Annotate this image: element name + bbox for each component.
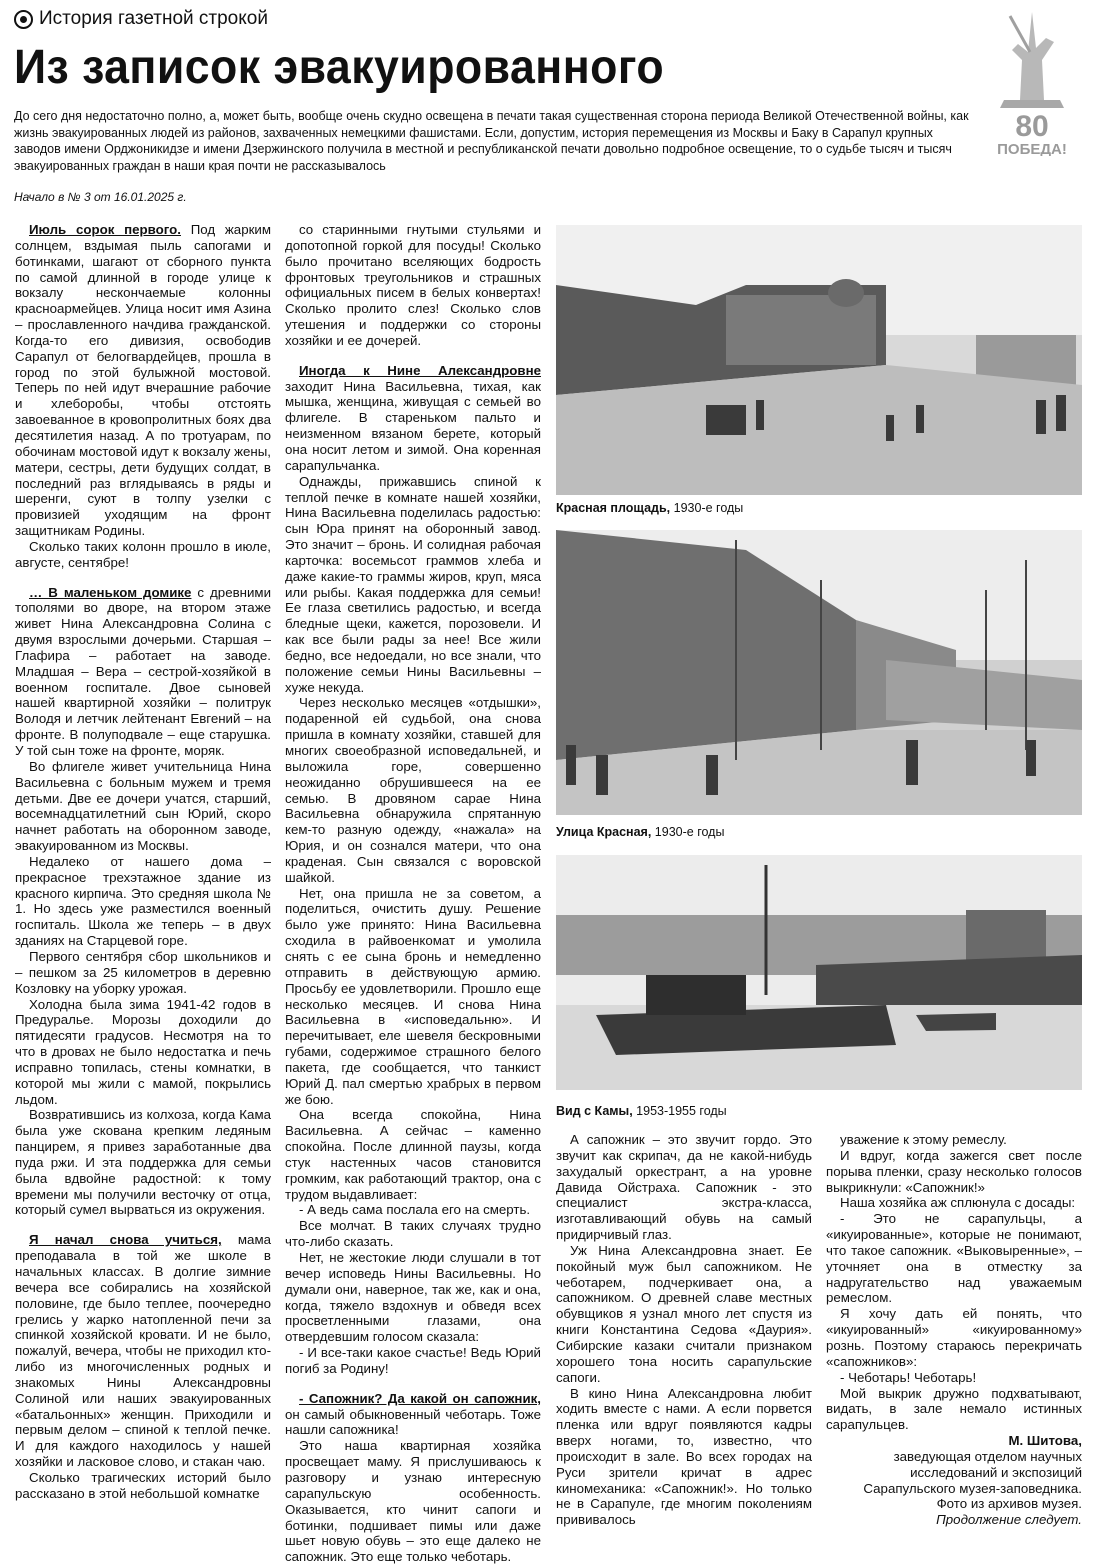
paragraph-text: мама преподавала в той же школе в начальных классах. В долгие зимние вечера все собирались на хозяйской половине, где было теплее, поочередно грелись у жарко натопленной печи за спинкой хозяйской кровати. И не было, пожалуй, вечера, чтобы не приходил кто-либо из многочисленных родных и знакомых Нины Александровны Солиной или наших эвакуированных «батальонных» женщин. Приходили и первым делом – спиной к теплой печке. И для каждого находилось у нашей хозяйки и ласковое слово, и стакан чаю. [15,1232,271,1470]
caption-years: 1953-1955 годы [636,1104,727,1118]
paragraph: - Это не сарапульцы, а «икуированные», которые не понимают, что такое сапожник. «Выковыренные», – уточняет она в отместку за надругательство над уважаемым ремеслом. [826,1211,1082,1306]
photo-red-square [556,225,1082,495]
paragraph: А сапожник – это звучит гордо. Это звучит как скрипач, да не какой-нибудь захудалый оркестрант, а на уровне Давида Ойстраха. Сапожник - это специалист экстра-класса, изготавливающий обувь на самый придирчивый глаз. [556,1132,812,1243]
paragraph-text: он самый обыкновенный чеботарь. Тоже нашли сапожника! [285,1406,541,1438]
paragraph: Наша хозяйка аж сплюнула с досады: [840,1195,1076,1211]
paragraph: Сколько трагических историй было рассказано в этой небольшой комнатке [15,1469,271,1501]
paragraph: И вдруг, когда зажегся свет после порыва пленки, сразу несколько голосов выкрикнули: «Сапожник!» [826,1147,1082,1195]
column-3 [556,1132,812,1528]
paragraph: Нет, она пришла не за советом, а поделиться, очистить душу. Решение было уже принято: Нина Васильевна сходила в райвоенкомат и умолила снять с ее сына бронь и немедленно отправить в действующую армию. Просьбу ее удовлетворили. Прошло еще несколько месяцев. И снова Нина Васильевна в «исповедальню». И перечитывает, еле шевеля бескровными губами, содержимое страшного белого пакета, где сообщается, что танкист Юрий Д. пал смертью храбрых в первом же бою. [285,885,541,1107]
rubric [14,8,268,30]
paragraph: Мой выкрик дружно подхватывают, видать, в зале немало истинных сарапульцев. [826,1385,1082,1433]
paragraph: Сколько таких колонн прошло в июле, августе, сентябре! [15,538,271,570]
author-name: М. Шитова, [1008,1433,1082,1449]
caption-years: 1930-е годы [654,825,725,839]
victory-80-badge [984,8,1080,156]
paragraph [285,363,541,474]
caption-years: 1930-е годы [673,501,744,515]
photo-image [556,855,1082,1090]
badge-word: ПОБЕДА! [997,141,1067,156]
photo-caption [556,825,724,839]
paragraph: Нет, не жестокие люди слушали в тот вечер исповедь Нины Васильевны. Но думали они, наверное, так же, как и она, когда, тяжело вздохнув и обведя всех просветленными глазами, она отвердевшим голосом сказала: [285,1250,541,1345]
paragraph: Это наша квартирная хозяйка просвещает маму. Я прислушиваюсь к разговору и узнаю интересную сарапульскую особенность. Оказывается, кто чинит сапоги и ботинки, подшивает пимы или даже шьет новую обувь – это еще далеко не сапожник. Это еще только чеботарь. [285,1438,541,1565]
paragraph [15,222,271,539]
caption-title: Улица Красная, [556,825,652,839]
section-lead: Июль сорок первого. [29,222,181,237]
column-1 [15,222,271,1502]
paragraph: - И все-таки какое счастье! Ведь Юрий погиб за Родину! [285,1345,541,1376]
paragraph: - А ведь сама послала его на смерть. [299,1202,531,1218]
column-4 [826,1132,1082,1528]
paragraph-text: заходит Нина Васильевна, тихая, как мышка, женщина, живущая с семьей во флигеле. В стареньком пальто и неизменном вязаном берете, который она носит летом и зимой. Она коренная сарапульчанка. [285,378,541,473]
paragraph: Холодна была зима 1941-42 годов в Предуралье. Морозы доходили до пятидесяти градусов. Несмотря на то что в дровах не было недостатка и печь исправно топилась, стены комнатки, в которой мы жили с мамой, покрылись льдом. [15,996,271,1107]
start-note: Начало в № 3 от 16.01.2025 г. [14,190,187,204]
paragraph: Возвратившись из колхоза, когда Кама была уже скована крепким ледяным панцирем, я привез заработанные два пуда ржи. И эта поддержка для семьи была вдвойне радостной: к тому времени мы получили весточку от отца, который сумел вырваться из окружения. [15,1107,271,1218]
caption-title: Красная площадь, [556,501,671,515]
paragraph: Недалеко от нашего дома – прекрасное трехэтажное здание из красного кирпича. Это средняя школа № 1. Но здесь уже разместился военный госпиталь. Школа же теперь – в двух зданиях на Старцевой горе. [15,853,271,949]
badge-number: 80 [1015,110,1049,143]
paragraph: В кино Нина Александровна любит ходить вместе с нами. А если порвется пленка или вдруг появляются кадры вверх ногами, то, известно, что происходит в зале. Во всех городах на Руси зрители кричат в адрес киномеханика: «Сапожник!». Но только не в Сарапуле, где многим поколениям прививалось [556,1385,812,1528]
column-2 [285,222,541,1565]
victory-monument-icon [984,8,1080,156]
section-lead: Иногда к Нине Александровне [299,362,541,378]
photo-credit: Фото из архивов музея. [936,1496,1082,1512]
paragraph: Я хочу дать ей понять, что «икуированный» «икуированному» рознь. Поэтому стараюсь перекричать «сапожников»: [826,1306,1082,1369]
paragraph: Через несколько месяцев «отдышки», подаренной ей судьбой, она снова пришла в комнату хозяйки, ставшей для многих своеобразной исповедальней, и выложила горе, совершенно неожиданно обрушившееся на ее семью. В дровяном сарае Нина Васильевна обнаружила спрятанную кем-то разную одежду, «нажала» на Юрия, и он сознался матери, что она краденая. Сын связался с воровской шайкой. [285,695,541,885]
paragraph [15,585,271,759]
section-lead: Я начал снова учиться, [29,1232,222,1248]
continuation-note: Продолжение следует. [936,1512,1082,1528]
bullet-icon [14,10,33,29]
photo-red-street [556,530,1082,815]
photo-image [556,530,1082,815]
photo-image [556,225,1082,495]
paragraph-text: Под жарким солнцем, вздымая пыль сапогами и ботинками, шагают от сборного пункта по самой длинной в городе улице к вокзалу нескончаемые колонны красноармейцев. Улица носит имя Азина – прославленного начдива гражданской. Когда-то его дивизия, освободив Сарапул от белогвардейцев, прошла в город по этой булыжной мостовой. Теперь по ней идут вчерашние рабочие и хлеборобы, чтобы отстоять завоеванное в кровопролитных боях два десятилетия назад. А по тротуарам, по обочинам мостовой идут к вокзалу жены, матери, сестры, дети будущих солдат, в последний раз вглядываясь в ряды и шеренги, суют в толпу узелки с провизией уходящим на фронт защитникам Родины. [15,222,271,539]
paragraph: Однажды, прижавшись спиной к теплой печке в комнате нашей хозяйки, Нина Васильевна поделилась радостью: сын Юра принят на оборонный завод. Это значит – бронь. И солидная рабочая карточка: восемьсот граммов хлеба и даже какие-то граммы жиров, круп, мяса или рыбы. Какая поддержка для семьи! Ее глаза светились радостью, и всегда бледные щеки, кажется, порозовели. И как все были рады за нее! Все жили бедно, все недоедали, но все знали, что положение семьи Нины Васильевны – хуже некуда. [285,473,541,695]
paragraph: - Чеботарь! Чеботарь! [840,1369,977,1385]
paragraph: Во флигеле живет учительница Нина Васильевна с больным мужем и тремя детьми. Две ее дочери учатся, старший, восемнадцатилетний сын Юрий, скоро начнет работать на оборонном заводе, эвакуированном из Москвы. [15,758,271,854]
author-role: заведующая отделом научных исследований и экспозиций Сарапульского музея-заповедника. [863,1448,1082,1496]
caption-title: Вид с Камы, [556,1104,633,1118]
section-lead: - Сапожник? Да какой он сапожник, [299,1390,541,1406]
paragraph: Первого сентября сбор школьников и – пешком за 25 километров в деревню Козловку на уборку урожая. [15,948,271,996]
paragraph: Уж Нина Александровна знает. Ее покойный муж был сапожником. Не чеботарем, подчеркивает она, а сапожником. О древней славе местных обувщиков я узнал много лет спустя из книги Константина Седова «Даурия». Сибирские казаки считали признаком хорошего тона носить сарапульские сапоги. [556,1242,812,1385]
photo-caption [556,1104,727,1118]
paragraph: уважение к этому ремеслу. [840,1132,1007,1147]
paragraph [285,1391,541,1439]
paragraph: Все молчат. В таких случаях трудно что-либо сказать. [285,1218,541,1250]
paragraph [15,1232,271,1470]
section-lead: … В маленьком домике [29,584,192,600]
paragraph-text: с древними тополями во дворе, на втором этаже живет Нина Александровна Солина с двумя взрослыми дочерьми. Старшая – Глафира – работает на заводе. Младшая – Вера – сестрой-хозяйкой в военном госпитале. Двое сыновей нашей квартирной хозяйки – политрук Володя и летчик лейтенант Евгений – на фронте. В полуподвале – еще старушка. У той сын тоже на фронте, моряк. [15,584,271,758]
paragraph: Она всегда спокойна, Нина Васильевна. А сейчас – каменно спокойна. После длинной паузы, когда стук настенных часов становится громким, как работающий трактор, она с трудом выдавливает: [285,1107,541,1202]
rubric-label: История газетной строкой [39,8,268,29]
article-headline: Из записок эвакуированного [14,41,665,94]
photo-caption [556,501,743,515]
paragraph: со старинными гнутыми стульями и допотопной горкой для посуды! Сколько было прочитано вселяющих бодрость фронтовых треугольников и страшных официальных писем в белых конвертах! Сколько пролито слез! Сколько слов утешения и поддержки со стороны хозяйки и ее дочерей. [285,222,541,348]
article-lead: До сего дня недостаточно полно, а, может быть, вообще очень скудно освещена в печати такая существенная сторона периода Великой Отечественной войны, как жизнь эвакуированных людей из районов, захваченных немецкими фашистами. Если, допустим, история перемещения из Москвы и Баку в Сарапул крупных заводов имени Орджоникидзе и имени Дзержинского получила в местной и республиканской печати довольно подробное освещение, то о судьбе тысяч и тысяч эвакуированных граждан в наши края почти не рассказывалось [14,109,969,173]
photo-kama-view [556,855,1082,1090]
